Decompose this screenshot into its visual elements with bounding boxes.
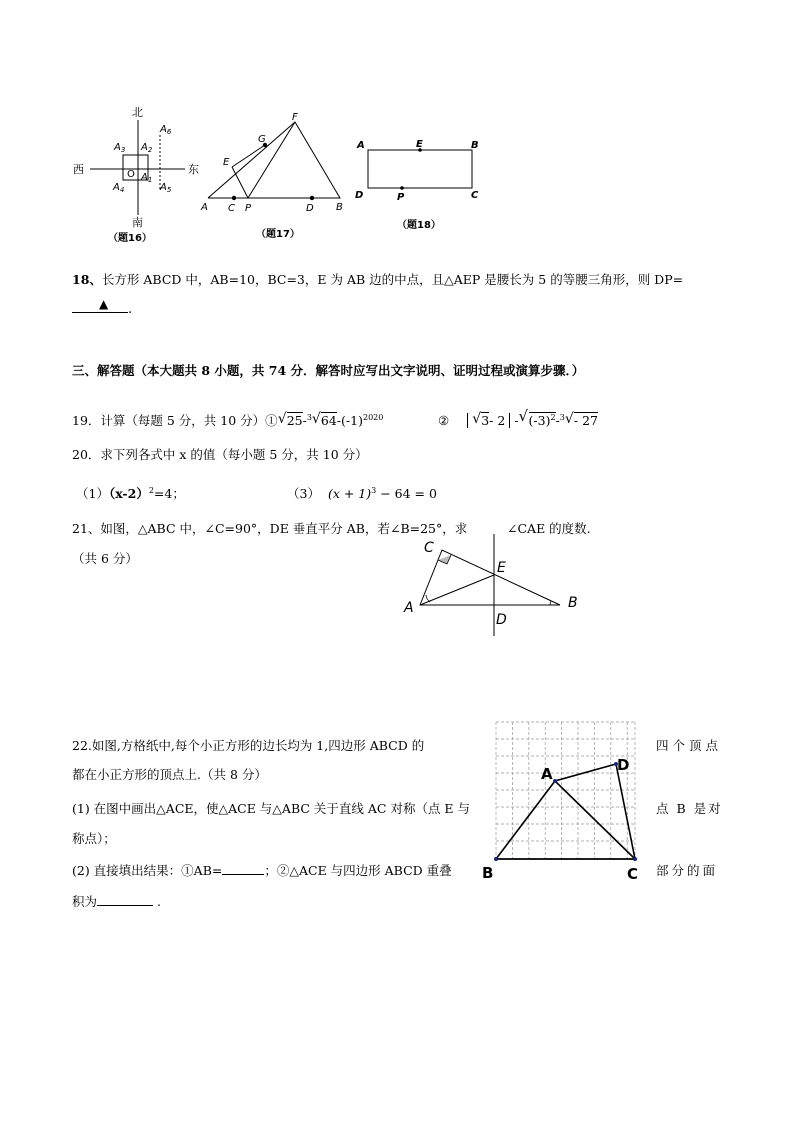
- section-3-title: 三、解答题（本大题共 8 小题，共 74 分．解答时应写出文字说明、证明过程或演算步骤．）: [72, 363, 585, 378]
- angle-b-arc: [550, 601, 551, 605]
- question-21-text-a: 21、如图，△ABC 中，∠C=90°，DE 垂直平分 AB，若∠B=25°，求: [72, 521, 468, 536]
- rectangle-abcd: [368, 150, 472, 188]
- origin-label: O: [127, 169, 135, 180]
- label-d: D: [306, 203, 314, 214]
- question-18-answer-line: [72, 297, 133, 319]
- segment-ep: [232, 167, 248, 198]
- figure-18-caption: （题18）: [397, 220, 441, 231]
- sqrt-square: √ $(-3)^2$: [518, 407, 556, 429]
- figure-21: [400, 530, 590, 640]
- a4-label: $A_4$: [113, 182, 125, 194]
- area-answer-blank[interactable]: [97, 893, 153, 906]
- segment-ae: [420, 575, 494, 605]
- label-b: B: [336, 202, 343, 213]
- label-d: D: [496, 612, 507, 628]
- answer-blank[interactable]: [72, 297, 128, 313]
- label-a: A: [404, 600, 414, 616]
- south-label: 南: [132, 216, 143, 229]
- label-d: D: [617, 756, 630, 774]
- question-20-part3: [287, 482, 437, 503]
- label-g: G: [258, 134, 266, 145]
- label-a: A: [357, 140, 365, 151]
- figure-17-caption: （题17）: [256, 229, 300, 240]
- west-label: 西: [73, 163, 84, 176]
- part1-marker: ①: [265, 413, 278, 429]
- segment-pf: [248, 122, 295, 198]
- question-text: 长方形 ABCD 中，AB=10，BC=3，E 为 AB 边的中点，且△AEP 是腰长为 5 的等腰三角形，则 DP=: [101, 272, 684, 287]
- exponent: 3: [371, 486, 377, 495]
- label-d: D: [355, 190, 364, 201]
- a5-label: $A_5$: [160, 182, 172, 194]
- part2-marker: ②: [438, 413, 450, 429]
- equation-rest: − 64 = 0: [376, 486, 437, 502]
- label-b: B: [471, 140, 479, 151]
- vertex-c: [633, 857, 637, 861]
- question-21-text-b: ∠CAE 的度数.: [507, 521, 591, 536]
- equation-rhs: =4；: [153, 486, 185, 502]
- east-label: 东: [188, 163, 199, 176]
- cbrt-64: √ 64: [311, 411, 337, 429]
- question-19-label: 19．计算（每题 5 分，共 10 分）: [72, 413, 266, 429]
- equation-base: (x + 1): [327, 486, 372, 502]
- part1-marker: （1）: [76, 486, 109, 502]
- label-c: C: [471, 190, 479, 201]
- segment-eg: [232, 145, 265, 167]
- question-21-points: （共 6 分）: [72, 551, 138, 566]
- a6-label: $A_6$: [160, 124, 172, 136]
- label-c: C: [228, 203, 235, 214]
- label-f: F: [292, 112, 298, 123]
- line5-part-a: (2) 直接填出结果：①AB=: [72, 863, 223, 878]
- minus-sign: -: [514, 413, 519, 429]
- root-index: 3: [306, 413, 312, 422]
- question-22-line3-left: (1) 在图中画出△ACE，使△ACE 与△ABC 关于直线 AC 对称（点 E 与: [72, 801, 471, 816]
- minus-sign-2: -: [555, 413, 560, 429]
- a1-label: $A_1$: [141, 172, 153, 184]
- point-c: [232, 196, 236, 200]
- a3-label: $A_3$: [114, 142, 126, 154]
- period: .: [157, 894, 161, 909]
- line6-text: 积为: [72, 894, 98, 909]
- root-index: 3: [559, 413, 565, 422]
- figure-16: [70, 100, 210, 250]
- label-a: A: [201, 202, 208, 213]
- point-d: [310, 196, 314, 200]
- sqrt-25: √ 25: [277, 411, 303, 429]
- a2-label: $A_2$: [141, 142, 153, 154]
- figure-18: [350, 130, 490, 235]
- question-22-line5-right: 部分的面: [656, 863, 719, 878]
- question-22-line5-left: [72, 862, 452, 880]
- equation-lhs: （x-2）: [108, 486, 149, 502]
- question-19-part2: [438, 409, 598, 430]
- question-22-line6-left: [72, 893, 161, 911]
- figure-16-caption: （题16）: [108, 233, 152, 244]
- label-c: C: [424, 540, 434, 556]
- question-22-line2-left: 都在小正方形的顶点上.（共 8 分）: [72, 767, 267, 782]
- label-b: B: [482, 864, 494, 882]
- label-c: C: [627, 865, 639, 883]
- quadrilateral-abcd: [496, 764, 635, 859]
- north-label: 北: [132, 106, 143, 119]
- minus-sign: -: [302, 413, 307, 429]
- answer-mark: ▲: [99, 297, 109, 311]
- question-number: 18、: [72, 272, 102, 287]
- ab-answer-blank[interactable]: [222, 862, 264, 875]
- question-22-line4-left: 称点）；: [72, 831, 116, 846]
- label-e: E: [497, 560, 506, 576]
- cbrt-neg-27: √ - 27: [564, 411, 598, 429]
- figure-17: [198, 110, 353, 245]
- label-a: A: [541, 765, 553, 783]
- neg-one-power: -(-1): [336, 413, 363, 429]
- period: .: [128, 302, 133, 317]
- exponent: 2: [148, 486, 154, 495]
- question-19: [72, 409, 383, 430]
- question-22-line3-right: 点 B 是对: [656, 801, 723, 816]
- label-e: E: [416, 139, 423, 150]
- part3-marker: （3）: [287, 486, 320, 502]
- figure-22-grid: [480, 712, 655, 887]
- question-20-label: 20．求下列各式中 x 的值（每小题 5 分，共 10 分）: [72, 447, 368, 462]
- question-22-line1-left: 22.如图,方格纸中,每个小正方形的边长均为 1,四边形 ABCD 的: [72, 738, 425, 753]
- label-b: B: [568, 595, 578, 611]
- exponent-2020: 2020: [362, 413, 384, 422]
- label-e: E: [223, 157, 230, 168]
- abs-value: √ 3- 2: [467, 413, 510, 428]
- line5-part-b: ；②△ACE 与四边形 ABCD 重叠: [264, 863, 452, 878]
- label-p: P: [245, 203, 252, 214]
- question-20-part1: [76, 482, 185, 503]
- label-p: P: [397, 192, 405, 203]
- diagonal-ac: [555, 781, 635, 859]
- question-18: [72, 271, 683, 289]
- point-p: [400, 186, 404, 190]
- vertex-b: [494, 857, 498, 861]
- vertex-a: [553, 779, 557, 783]
- question-22-line1-right: 四个顶点: [656, 738, 723, 753]
